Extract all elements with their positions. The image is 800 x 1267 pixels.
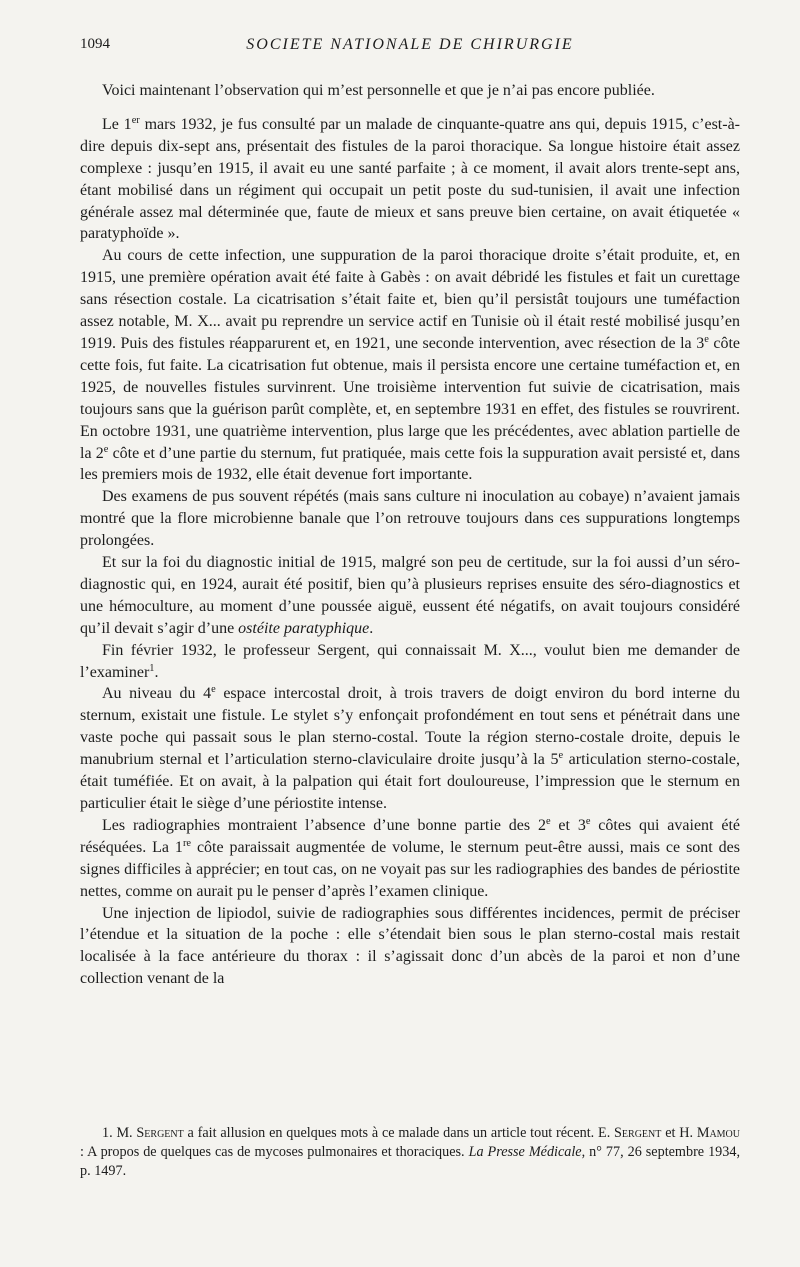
- paragraph: [80, 552, 740, 640]
- superscript: 1: [149, 662, 155, 674]
- superscript: er: [131, 114, 140, 126]
- text-run: Voici maintenant l’observation qui m’est personnelle et que je n’ai pas encore publiée.: [102, 82, 655, 99]
- paragraph: [80, 245, 740, 486]
- footnote: [80, 1124, 740, 1181]
- superscript: e: [585, 815, 591, 827]
- superscript: e: [545, 815, 551, 827]
- footnotes: [80, 1124, 740, 1181]
- text-run: Le 1: [102, 115, 132, 133]
- text-run: mars 1932, je fus consulté par un malade de cinquante-quatre ans qui, depuis 1915, c’est-à-dire depuis dix-sept ans, présentait des fistules de la paroi thoracique. Sa longue histoire était assez complexe : jusqu’en 1915, il avait eu une santé parfaite ; à ce moment, il avait alors trente-sept ans, étant mobilisé dans un régiment qui occupait un petit poste du sud-tunisien, il avait une infection générale assez mal déterminée que, faute de mieux et sans preuve bien certaine, on avait étiquetée « paratyphoïde ».: [80, 115, 741, 243]
- superscript: e: [103, 443, 109, 455]
- paragraph: [80, 815, 740, 903]
- text-run: espace intercostal droit, à trois travers de doigt environ du bord interne du sternum, existait une fistule. Le stylet s’y enfonçait profondément en tout sens et pénétrait dans une vaste poche qui passait sous le plan sterno-costal. Toute la région sterno-costale droite, depuis le manubrium sternal et l’articulation sterno-claviculaire droite jusqu’à la 5: [80, 685, 741, 769]
- text-run: : A propos de quelques cas de mycoses pulmonaires et thoraciques.: [80, 1144, 469, 1160]
- superscript: e: [704, 333, 709, 345]
- author-name: Sergent: [136, 1125, 184, 1141]
- superscript: e: [558, 749, 564, 761]
- text-run: Les radiographies montraient l’absence d’une bonne partie des 2: [102, 816, 546, 834]
- text-run: articulation sterno-costale, était tuméfiée. Et on avait, à la palpation qui était fort douloureuse, l’impression que le sternum en particulier était le siège d’une périostite intense.: [80, 751, 740, 812]
- text-run: Au cours de cette infection, une suppuration de la paroi thoracique droite s’était produite, et, en 1915, une première opération avait été faite à Gabès : on avait débridé les fistules et fait un curettage sans résection costale. La cicatrisation s’était faite et, bien qu’il persistât toujours une tuméfaction assez notable, M. X... avait pu reprendre un service actif en Tunisie où il était resté mobilisé jusqu’en 1919. Puis des fistules réapparurent et, en 1921, une seconde intervention, avec résection de la 3: [80, 247, 740, 352]
- text-run: côte cette fois, fut faite. La cicatrisation fut obtenue, mais il persista encore une certaine tuméfaction et, en 1925, de nouvelles fistules survinrent. Une troisième intervention fut suivie de cicatrisation, mais toujours sans que la guérison parût complète, et, en septembre 1931 en effet, des fistules se rouvrirent. En octobre 1931, une quatrième intervention, plus large que les précédentes, avec ablation partielle de la 2: [80, 334, 741, 462]
- text-run: Une injection de lipiodol, suivie de radiographies sous différentes incidences, permit de préciser l’étendue et la situation de la poche : elle s’étendait bien sous le plan sterno-costal mais restait localisée à la face antérieure du thorax : il s’agissait donc d’un abcès de la paroi et non d’une collection venant de la: [80, 904, 740, 988]
- running-title: SOCIETE NATIONALE DE CHIRURGIE: [246, 36, 574, 53]
- paragraph: [80, 640, 740, 684]
- text-run: Et sur la foi du diagnostic initial de 1915, malgré son peu de certitude, sur la foi aussi d’un séro-diagnostic qui, en 1924, aurait été positif, bien qu’à plusieurs reprises ensuite des séro-diagnostics et une hémoculture, au moment d’une poussée aiguë, eussent été négatifs, on avait toujours considéré qu’il devait s’agir d’une: [80, 554, 740, 637]
- text-run: Fin février 1932, le professeur Sergent, qui connaissait M. X..., voulut bien me demander de l’examiner: [80, 641, 740, 681]
- text-run: 1. M.: [102, 1125, 137, 1141]
- text-run: Des examens de pus souvent répétés (mais sans culture ni inoculation au cobaye) n’avaient jamais montré que la flore microbienne banale que l’on retrouve toujours dans ces suppurations longtemps prolongées.: [80, 488, 740, 550]
- text-run: a fait allusion en quelques mots à ce malade dans un article tout récent. E.: [183, 1125, 615, 1141]
- italic-text: La Presse Médicale: [468, 1144, 582, 1160]
- text-run: côte paraissait augmentée de volume, le sternum peut-être aussi, mais ce sont des signes difficiles à apprécier; en tout cas, on ne voyait pas sur les radiographies des bandes de périostite nettes, comme on aurait pu le penser d’après l’examen clinique.: [80, 838, 741, 900]
- author-name: Mamou: [696, 1125, 740, 1141]
- text-run: .: [154, 663, 159, 681]
- superscript: e: [211, 684, 216, 696]
- text-run: et 3: [550, 816, 586, 834]
- text-run: Au niveau du 4: [102, 685, 212, 703]
- text-run: , n° 77, 26 septembre 1934, p. 1497.: [80, 1144, 740, 1179]
- page-header: [80, 36, 740, 62]
- paragraph: [80, 80, 740, 102]
- paragraph: [80, 114, 740, 245]
- superscript: re: [182, 837, 192, 849]
- paragraph: [80, 903, 740, 991]
- text-run: côte et d’une partie du sternum, fut pratiquée, mais cette fois la suppuration avait persisté et, dans les premiers mois de 1932, elle était devenue fort importante.: [80, 444, 740, 484]
- text-run: .: [369, 619, 374, 637]
- text-run: côtes qui avaient été réséquées. La 1: [80, 816, 741, 856]
- page-number: 1094: [80, 36, 110, 52]
- paragraph: [80, 683, 740, 814]
- paragraph: [80, 486, 740, 552]
- italic-text: ostéite paratyphique: [238, 619, 370, 637]
- author-name: Sergent: [614, 1125, 662, 1141]
- body-text: [80, 80, 740, 990]
- text-run: et H.: [661, 1125, 697, 1141]
